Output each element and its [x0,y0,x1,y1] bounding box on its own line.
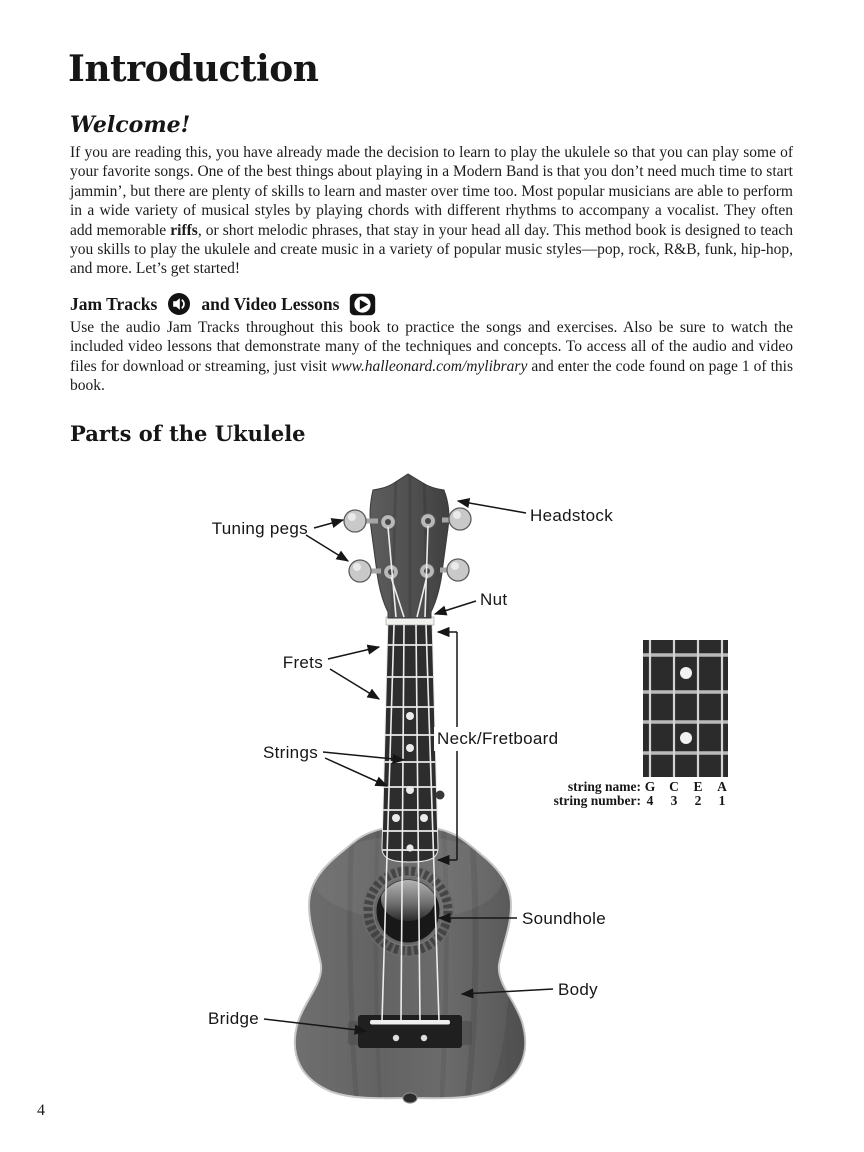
bridge [348,1015,472,1048]
video-play-icon [349,293,376,316]
ukulele-diagram [0,455,864,1115]
and-video-lessons-label: and Video Lessons [201,293,340,314]
label-frets: Frets [282,653,323,672]
label-soundhole: Soundhole [522,909,606,928]
string-name-c: C [669,779,679,794]
library-url: www.halleonard.com/mylibrary [331,357,528,375]
string-number-3: 3 [670,793,678,808]
media-heading [70,292,376,316]
string-chart [554,640,728,808]
media-text-2: and enter the code found on page 1 of this book. [70,357,793,395]
endpin [403,1093,417,1103]
label-bridge: Bridge [208,1009,259,1028]
chart-fretboard [643,640,728,777]
headstock [344,472,471,618]
string-name-a: A [717,779,727,794]
string-number-2: 2 [694,793,702,808]
string-number-label: string number: [553,793,641,808]
label-tuning-pegs: Tuning pegs [211,519,308,538]
label-neck-fretboard: Neck/Fretboard [437,729,559,748]
parts-heading: Parts of the Ukulele [70,421,306,446]
media-text-1: Use the audio Jam Tracks throughout this book to practice the songs and exercises. Also be sure to watch the included video lessons that demonstrate many of the techniques and concepts. To access all of the audio and video files for download or streaming, just visit [70,319,793,375]
riffs-bold-term: riffs [170,221,198,239]
jam-tracks-label: Jam Tracks [70,293,158,314]
audio-speaker-icon [167,292,191,316]
label-headstock: Headstock [530,506,614,525]
welcome-heading: Welcome! [70,112,191,138]
label-strings: Strings [262,743,318,762]
side-knob [436,791,445,800]
welcome-paragraph [70,143,793,279]
welcome-text-1: If you are reading this, you have already made the decision to learn to play the ukulele so that you can play some of your favorite songs. One of the best things about playing in a Modern Band is that you don’t need much time to start jammin’, but there are plenty of skills to learn and master over time too. Most popular musicians are able to perform in a wide variety of musical styles by playing chords with different rhythms to accompany a vocalist. They often add memorable [70,144,793,239]
welcome-text-2: , or short melodic phrases, that stay in your head all day. This method book is designed to teach you skills to play the ukulele and create music in a variety of popular music styles—pop, rock, R&B, funk, hip-hop, and more. Let’s get started! [70,221,793,278]
ukulele-illustration [295,472,530,1103]
string-number-1: 1 [718,793,726,808]
string-number-4: 4 [646,793,654,808]
media-paragraph [70,318,793,396]
label-body: Body [558,980,598,999]
page-number: 4 [37,1102,45,1119]
string-name-g: G [644,779,656,794]
string-name-e: E [693,779,703,794]
label-nut: Nut [480,590,508,609]
string-name-label: string name: [567,779,641,794]
page-title: Introduction [68,48,319,90]
